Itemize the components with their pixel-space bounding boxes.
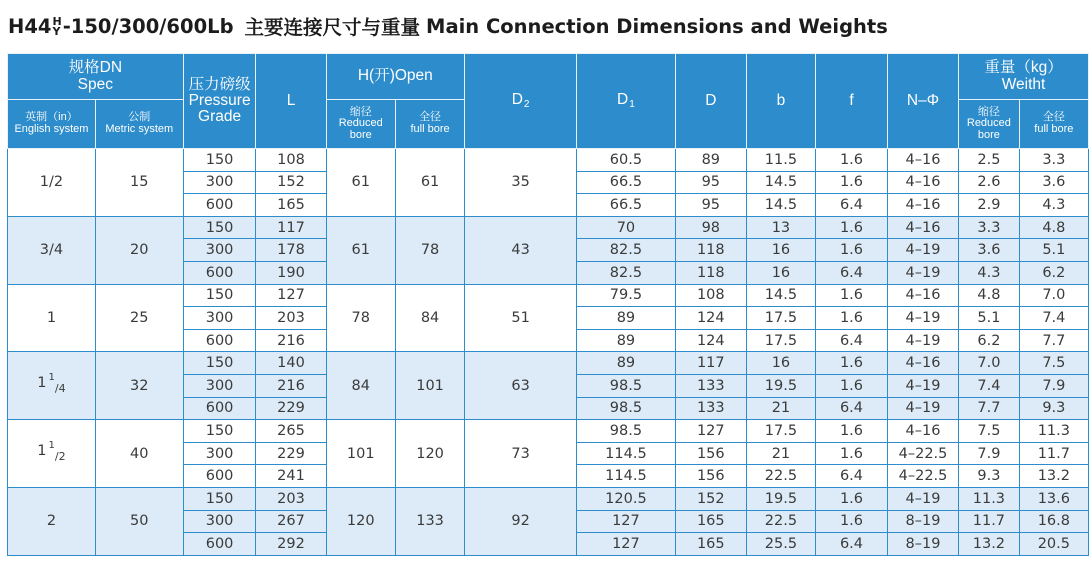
title-cn: 主要连接尺寸与重量 bbox=[244, 16, 421, 39]
n-phi-cell: 4–16 bbox=[887, 149, 958, 172]
weight-reduced-cell: 11.3 bbox=[959, 487, 1020, 510]
english-size-whole: 1 bbox=[37, 374, 47, 391]
H-full-cell: 101 bbox=[396, 352, 465, 420]
D1-cell: 89 bbox=[577, 329, 676, 352]
w-reduced-header-en1: Reduced bbox=[966, 117, 1011, 130]
model-suffix: -150/300/600Lb bbox=[62, 14, 234, 38]
D1-cell: 127 bbox=[577, 510, 676, 533]
L-cell: 229 bbox=[256, 442, 326, 465]
L-cell: 216 bbox=[256, 329, 326, 352]
H-reduced-cell: 101 bbox=[326, 420, 395, 488]
weight-full-cell: 13.6 bbox=[1019, 487, 1088, 510]
f-cell: 1.6 bbox=[816, 374, 888, 397]
weight-full-cell: 7.0 bbox=[1019, 284, 1088, 307]
D1-cell: 79.5 bbox=[577, 284, 676, 307]
weight-full-cell: 7.7 bbox=[1019, 329, 1088, 352]
pressure-header-en2: Grade bbox=[198, 108, 242, 126]
f-cell: 1.6 bbox=[816, 239, 888, 262]
b-cell: 25.5 bbox=[746, 533, 815, 556]
weight-full-bore-header bbox=[1019, 100, 1088, 149]
b-cell: 21 bbox=[746, 442, 815, 465]
D2-header bbox=[465, 54, 577, 149]
D1-cell: 114.5 bbox=[577, 465, 676, 488]
spec-header-cn: 规格DN bbox=[68, 59, 123, 77]
model-sub: Y bbox=[52, 25, 61, 38]
H-full-cell: 61 bbox=[396, 149, 465, 217]
weight-reduced-cell: 2.5 bbox=[959, 149, 1020, 172]
f-cell: 6.4 bbox=[816, 533, 888, 556]
D-cell: 95 bbox=[675, 171, 746, 194]
weight-reduced-cell: 13.2 bbox=[959, 533, 1020, 556]
model-sup-sub bbox=[52, 17, 61, 37]
pressure-grade-cell: 150 bbox=[183, 487, 256, 510]
D-header: D bbox=[675, 54, 746, 149]
metric-size-cell: 25 bbox=[95, 284, 183, 352]
n-phi-cell: 4–19 bbox=[887, 239, 958, 262]
f-cell: 1.6 bbox=[816, 487, 888, 510]
n-phi-cell: 8–19 bbox=[887, 533, 958, 556]
page-title bbox=[8, 10, 888, 42]
english-size-numerator: 1 bbox=[48, 371, 55, 383]
H-open-header: H(开)Open bbox=[326, 54, 465, 100]
pressure-grade-cell: 300 bbox=[183, 239, 256, 262]
english-size-denominator: /4 bbox=[54, 381, 66, 395]
n-phi-cell: 4–19 bbox=[887, 329, 958, 352]
b-cell: 22.5 bbox=[746, 510, 815, 533]
D-cell: 156 bbox=[675, 465, 746, 488]
n-phi-cell: 4–22.5 bbox=[887, 465, 958, 488]
D1-cell: 82.5 bbox=[577, 239, 676, 262]
D1-cell: 60.5 bbox=[577, 149, 676, 172]
n-phi-cell: 4–16 bbox=[887, 216, 958, 239]
n-phi-cell: 4–19 bbox=[887, 261, 958, 284]
pressure-grade-cell: 600 bbox=[183, 261, 256, 284]
n-phi-cell: 8–19 bbox=[887, 510, 958, 533]
b-cell: 11.5 bbox=[746, 149, 815, 172]
b-cell: 22.5 bbox=[746, 465, 815, 488]
weight-header-cn: 重量（kg） bbox=[984, 59, 1063, 77]
D1-cell: 66.5 bbox=[577, 194, 676, 217]
H-reduced-bore-header bbox=[326, 100, 395, 149]
H-reduced-cell: 61 bbox=[326, 216, 395, 284]
D2-cell: 63 bbox=[465, 352, 577, 420]
weight-full-cell: 9.3 bbox=[1019, 397, 1088, 420]
table-row bbox=[8, 149, 1089, 172]
weight-header-en: Weitht bbox=[1001, 75, 1046, 93]
full-header-cn: 全径 bbox=[419, 111, 442, 124]
n-phi-cell: 4–16 bbox=[887, 171, 958, 194]
english-size-cell: 1/2 bbox=[8, 149, 96, 217]
f-cell: 6.4 bbox=[816, 397, 888, 420]
english-size-cell: 3/4 bbox=[8, 216, 96, 284]
english-system-header bbox=[8, 100, 96, 149]
b-cell: 14.5 bbox=[746, 284, 815, 307]
b-cell: 19.5 bbox=[746, 487, 815, 510]
L-cell: 203 bbox=[256, 307, 326, 330]
pressure-grade-cell: 600 bbox=[183, 194, 256, 217]
weight-reduced-cell: 7.9 bbox=[959, 442, 1020, 465]
D-cell: 118 bbox=[675, 239, 746, 262]
n-phi-cell: 4–19 bbox=[887, 487, 958, 510]
H-full-cell: 84 bbox=[396, 284, 465, 352]
D1-cell: 89 bbox=[577, 352, 676, 375]
weight-reduced-cell: 7.5 bbox=[959, 420, 1020, 443]
n-phi-cell: 4–16 bbox=[887, 352, 958, 375]
L-cell: 292 bbox=[256, 533, 326, 556]
metric-header-en: Metric system bbox=[105, 123, 174, 135]
L-cell: 241 bbox=[256, 465, 326, 488]
english-size-denominator: /2 bbox=[54, 449, 66, 463]
weight-full-cell: 4.8 bbox=[1019, 216, 1088, 239]
pressure-header-en1: Pressure bbox=[188, 91, 251, 109]
weight-reduced-cell: 11.7 bbox=[959, 510, 1020, 533]
pressure-grade-cell: 300 bbox=[183, 171, 256, 194]
D1-cell: 114.5 bbox=[577, 442, 676, 465]
weight-reduced-bore-header bbox=[959, 100, 1020, 149]
weight-full-cell: 5.1 bbox=[1019, 239, 1088, 262]
D1-cell: 82.5 bbox=[577, 261, 676, 284]
weight-full-cell: 3.3 bbox=[1019, 149, 1088, 172]
D1-cell: 98.5 bbox=[577, 374, 676, 397]
D1-cell: 127 bbox=[577, 533, 676, 556]
table-row bbox=[8, 487, 1089, 510]
D-cell: 165 bbox=[675, 510, 746, 533]
metric-header-cn: 公制 bbox=[128, 111, 151, 124]
f-cell: 6.4 bbox=[816, 329, 888, 352]
english-header-cn: 英制（in） bbox=[25, 111, 78, 124]
f-cell: 1.6 bbox=[816, 352, 888, 375]
pressure-grade-cell: 600 bbox=[183, 465, 256, 488]
pressure-header-cn: 压力磅级 bbox=[188, 75, 251, 93]
D1-header bbox=[577, 54, 676, 149]
D-cell: 89 bbox=[675, 149, 746, 172]
english-size-fraction bbox=[37, 373, 65, 399]
b-cell: 16 bbox=[746, 239, 815, 262]
f-cell: 1.6 bbox=[816, 510, 888, 533]
L-cell: 108 bbox=[256, 149, 326, 172]
n-phi-header: N–Φ bbox=[887, 54, 958, 149]
weight-full-cell: 16.8 bbox=[1019, 510, 1088, 533]
f-cell: 1.6 bbox=[816, 149, 888, 172]
weight-full-cell: 11.7 bbox=[1019, 442, 1088, 465]
weight-reduced-cell: 7.7 bbox=[959, 397, 1020, 420]
title-en: Main Connection Dimensions and Weights bbox=[426, 14, 888, 38]
n-phi-cell: 4–19 bbox=[887, 374, 958, 397]
b-cell: 13 bbox=[746, 216, 815, 239]
D-cell: 127 bbox=[675, 420, 746, 443]
f-cell: 1.6 bbox=[816, 171, 888, 194]
english-size-numerator: 1 bbox=[48, 439, 55, 451]
b-cell: 16 bbox=[746, 261, 815, 284]
D-cell: 117 bbox=[675, 352, 746, 375]
D-cell: 118 bbox=[675, 261, 746, 284]
D-cell: 124 bbox=[675, 329, 746, 352]
b-cell: 17.5 bbox=[746, 307, 815, 330]
metric-size-cell: 20 bbox=[95, 216, 183, 284]
L-cell: 267 bbox=[256, 510, 326, 533]
metric-size-cell: 40 bbox=[95, 420, 183, 488]
D-cell: 156 bbox=[675, 442, 746, 465]
f-cell: 1.6 bbox=[816, 284, 888, 307]
spec-header bbox=[8, 54, 184, 100]
H-full-cell: 120 bbox=[396, 420, 465, 488]
D2-header-sub: 2 bbox=[523, 98, 530, 110]
weight-reduced-cell: 3.6 bbox=[959, 239, 1020, 262]
D1-cell: 66.5 bbox=[577, 171, 676, 194]
b-cell: 17.5 bbox=[746, 329, 815, 352]
D-cell: 165 bbox=[675, 533, 746, 556]
f-cell: 1.6 bbox=[816, 442, 888, 465]
D2-cell: 35 bbox=[465, 149, 577, 217]
D1-header-main: D bbox=[617, 90, 629, 108]
n-phi-cell: 4–16 bbox=[887, 284, 958, 307]
w-reduced-header-en2: bore bbox=[977, 128, 1000, 141]
D2-cell: 73 bbox=[465, 420, 577, 488]
L-header: L bbox=[256, 54, 326, 149]
weight-reduced-cell: 4.3 bbox=[959, 261, 1020, 284]
weight-header bbox=[959, 54, 1089, 100]
weight-reduced-cell: 9.3 bbox=[959, 465, 1020, 488]
weight-full-cell: 4.3 bbox=[1019, 194, 1088, 217]
pressure-grade-cell: 300 bbox=[183, 374, 256, 397]
L-cell: 216 bbox=[256, 374, 326, 397]
pressure-grade-cell: 150 bbox=[183, 420, 256, 443]
spec-header-en: Spec bbox=[77, 75, 114, 93]
pressure-grade-cell: 300 bbox=[183, 307, 256, 330]
full-header-en: full bore bbox=[410, 123, 450, 135]
D-cell: 133 bbox=[675, 397, 746, 420]
w-full-header-cn: 全径 bbox=[1042, 111, 1065, 124]
dimensions-table-body bbox=[8, 149, 1089, 556]
w-full-header-en: full bore bbox=[1034, 123, 1074, 135]
L-cell: 127 bbox=[256, 284, 326, 307]
weight-full-cell: 6.2 bbox=[1019, 261, 1088, 284]
b-header: b bbox=[746, 54, 815, 149]
f-header: f bbox=[816, 54, 888, 149]
D-cell: 108 bbox=[675, 284, 746, 307]
D1-cell: 120.5 bbox=[577, 487, 676, 510]
H-reduced-cell: 120 bbox=[326, 487, 395, 555]
n-phi-cell: 4–19 bbox=[887, 397, 958, 420]
pressure-grade-cell: 600 bbox=[183, 533, 256, 556]
b-cell: 14.5 bbox=[746, 194, 815, 217]
D1-cell: 98.5 bbox=[577, 420, 676, 443]
weight-reduced-cell: 7.4 bbox=[959, 374, 1020, 397]
english-size-cell: 1 bbox=[8, 284, 96, 352]
L-cell: 178 bbox=[256, 239, 326, 262]
metric-size-cell: 15 bbox=[95, 149, 183, 217]
english-size-cell bbox=[8, 352, 96, 420]
f-cell: 6.4 bbox=[816, 465, 888, 488]
weight-reduced-cell: 2.6 bbox=[959, 171, 1020, 194]
D-cell: 98 bbox=[675, 216, 746, 239]
english-size-whole: 1 bbox=[37, 442, 47, 459]
metric-system-header bbox=[95, 100, 183, 149]
table-row bbox=[8, 284, 1089, 307]
b-cell: 16 bbox=[746, 352, 815, 375]
weight-reduced-cell: 2.9 bbox=[959, 194, 1020, 217]
weight-reduced-cell: 6.2 bbox=[959, 329, 1020, 352]
n-phi-cell: 4–16 bbox=[887, 420, 958, 443]
f-cell: 1.6 bbox=[816, 420, 888, 443]
english-size-cell bbox=[8, 420, 96, 488]
D1-header-sub: 1 bbox=[629, 98, 635, 110]
L-cell: 190 bbox=[256, 261, 326, 284]
b-cell: 17.5 bbox=[746, 420, 815, 443]
model-prefix: H44 bbox=[8, 14, 52, 38]
pressure-grade-cell: 600 bbox=[183, 329, 256, 352]
b-cell: 21 bbox=[746, 397, 815, 420]
english-size-cell: 2 bbox=[8, 487, 96, 555]
H-reduced-cell: 78 bbox=[326, 284, 395, 352]
H-full-cell: 133 bbox=[396, 487, 465, 555]
pressure-grade-cell: 150 bbox=[183, 284, 256, 307]
L-cell: 152 bbox=[256, 171, 326, 194]
L-cell: 165 bbox=[256, 194, 326, 217]
D-cell: 124 bbox=[675, 307, 746, 330]
H-full-cell: 78 bbox=[396, 216, 465, 284]
metric-size-cell: 50 bbox=[95, 487, 183, 555]
L-cell: 265 bbox=[256, 420, 326, 443]
f-cell: 1.6 bbox=[816, 307, 888, 330]
table-row bbox=[8, 216, 1089, 239]
D2-header-main: D bbox=[511, 90, 523, 108]
reduced-header-en1: Reduced bbox=[338, 117, 383, 130]
D-cell: 95 bbox=[675, 194, 746, 217]
L-cell: 117 bbox=[256, 216, 326, 239]
weight-reduced-cell: 3.3 bbox=[959, 216, 1020, 239]
english-size-fraction bbox=[37, 441, 65, 467]
weight-full-cell: 3.6 bbox=[1019, 171, 1088, 194]
b-cell: 14.5 bbox=[746, 171, 815, 194]
metric-size-cell: 32 bbox=[95, 352, 183, 420]
english-header-en: English system bbox=[14, 123, 89, 135]
D1-cell: 89 bbox=[577, 307, 676, 330]
table-row bbox=[8, 420, 1089, 443]
w-reduced-header-cn: 缩径 bbox=[977, 105, 1000, 118]
L-cell: 229 bbox=[256, 397, 326, 420]
weight-full-cell: 20.5 bbox=[1019, 533, 1088, 556]
D2-cell: 43 bbox=[465, 216, 577, 284]
D-cell: 133 bbox=[675, 374, 746, 397]
f-cell: 6.4 bbox=[816, 194, 888, 217]
weight-reduced-cell: 4.8 bbox=[959, 284, 1020, 307]
weight-full-cell: 7.5 bbox=[1019, 352, 1088, 375]
b-cell: 19.5 bbox=[746, 374, 815, 397]
model-sup: H bbox=[52, 15, 62, 28]
pressure-grade-cell: 150 bbox=[183, 216, 256, 239]
table-row bbox=[8, 352, 1089, 375]
pressure-grade-cell: 150 bbox=[183, 352, 256, 375]
D2-cell: 51 bbox=[465, 284, 577, 352]
weight-full-cell: 7.9 bbox=[1019, 374, 1088, 397]
pressure-grade-cell: 600 bbox=[183, 397, 256, 420]
n-phi-cell: 4–19 bbox=[887, 307, 958, 330]
L-cell: 140 bbox=[256, 352, 326, 375]
weight-full-cell: 13.2 bbox=[1019, 465, 1088, 488]
weight-reduced-cell: 7.0 bbox=[959, 352, 1020, 375]
pressure-grade-cell: 300 bbox=[183, 510, 256, 533]
H-full-bore-header bbox=[396, 100, 465, 149]
n-phi-cell: 4–16 bbox=[887, 194, 958, 217]
weight-full-cell: 7.4 bbox=[1019, 307, 1088, 330]
D1-cell: 70 bbox=[577, 216, 676, 239]
weight-full-cell: 11.3 bbox=[1019, 420, 1088, 443]
f-cell: 1.6 bbox=[816, 216, 888, 239]
D-cell: 152 bbox=[675, 487, 746, 510]
dimensions-table bbox=[7, 53, 1089, 556]
n-phi-cell: 4–22.5 bbox=[887, 442, 958, 465]
H-reduced-cell: 84 bbox=[326, 352, 395, 420]
f-cell: 6.4 bbox=[816, 261, 888, 284]
L-cell: 203 bbox=[256, 487, 326, 510]
pressure-grade-cell: 150 bbox=[183, 149, 256, 172]
pressure-grade-header bbox=[183, 54, 256, 149]
reduced-header-cn: 缩径 bbox=[349, 105, 372, 118]
reduced-header-en2: bore bbox=[349, 128, 372, 141]
pressure-grade-cell: 300 bbox=[183, 442, 256, 465]
D2-cell: 92 bbox=[465, 487, 577, 555]
H-reduced-cell: 61 bbox=[326, 149, 395, 217]
D1-cell: 98.5 bbox=[577, 397, 676, 420]
weight-reduced-cell: 5.1 bbox=[959, 307, 1020, 330]
